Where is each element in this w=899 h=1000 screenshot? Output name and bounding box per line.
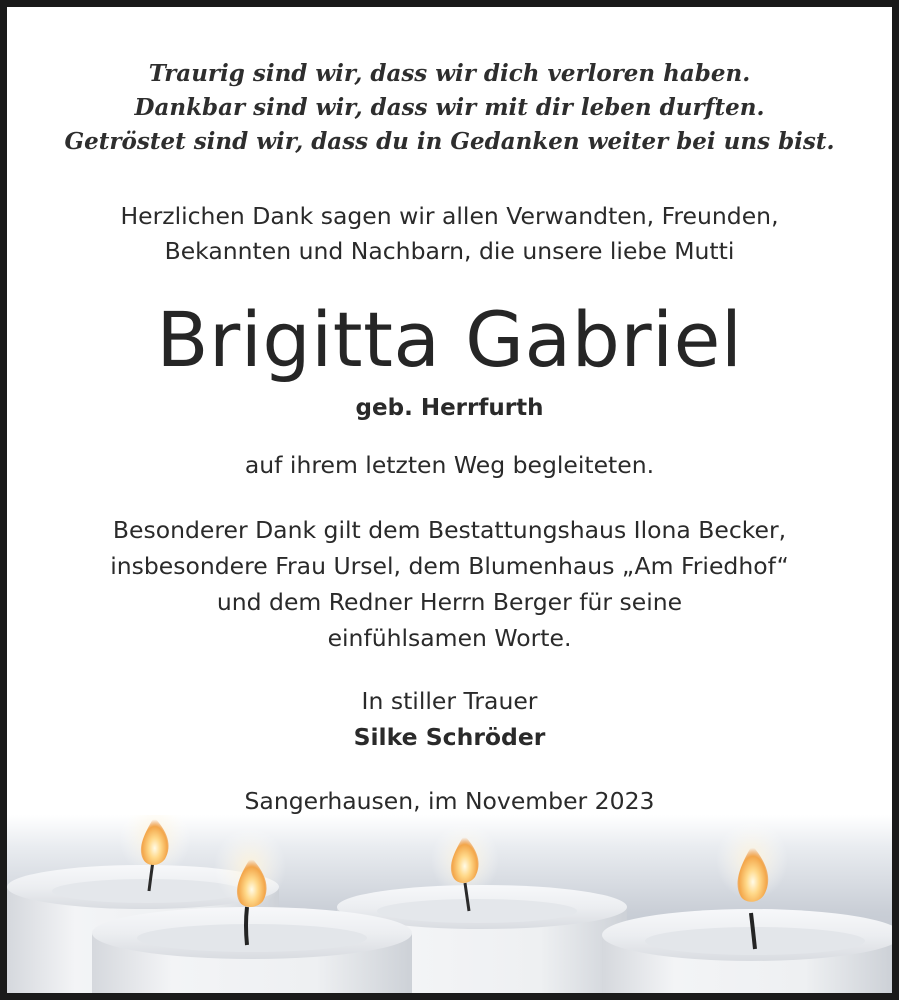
memorial-poem xyxy=(7,57,892,159)
signer-name: Silke Schröder xyxy=(353,723,546,751)
special-thanks-line: Besonderer Dank gilt dem Bestattungshaus Ilona Becker, xyxy=(112,516,787,544)
last-path-line: auf ihrem letzten Weg begleiteten. xyxy=(244,451,655,479)
lit-candles-photo xyxy=(7,815,892,993)
special-thanks-line: einfühlsamen Worte. xyxy=(327,624,572,652)
thanks-paragraph xyxy=(7,199,892,269)
special-thanks-line: insbesondere Frau Ursel, dem Blumenhaus „Am Friedhof“ xyxy=(110,552,789,580)
mourning-label: In stiller Trauer xyxy=(361,687,538,715)
place-date: Sangerhausen, im November 2023 xyxy=(244,787,655,815)
thanks-line: Herzlichen Dank sagen wir allen Verwandten, Freunden, xyxy=(120,202,779,230)
poem-line: Dankbar sind wir, dass wir mit dir leben durften. xyxy=(134,94,765,121)
special-thanks-line: und dem Redner Herrn Berger für seine xyxy=(216,588,683,616)
poem-line: Traurig sind wir, dass wir dich verloren haben. xyxy=(148,60,751,87)
mourning-block xyxy=(7,683,892,755)
thanks-line: Bekannten und Nachbarn, die unsere liebe Mutti xyxy=(164,237,735,265)
poem-line: Getröstet sind wir, dass du in Gedanken weiter bei uns bist. xyxy=(64,128,835,155)
maiden-name: geb. Herrfurth xyxy=(355,395,544,421)
deceased-name: Brigitta Gabriel xyxy=(156,295,743,384)
special-thanks-paragraph xyxy=(7,512,892,656)
